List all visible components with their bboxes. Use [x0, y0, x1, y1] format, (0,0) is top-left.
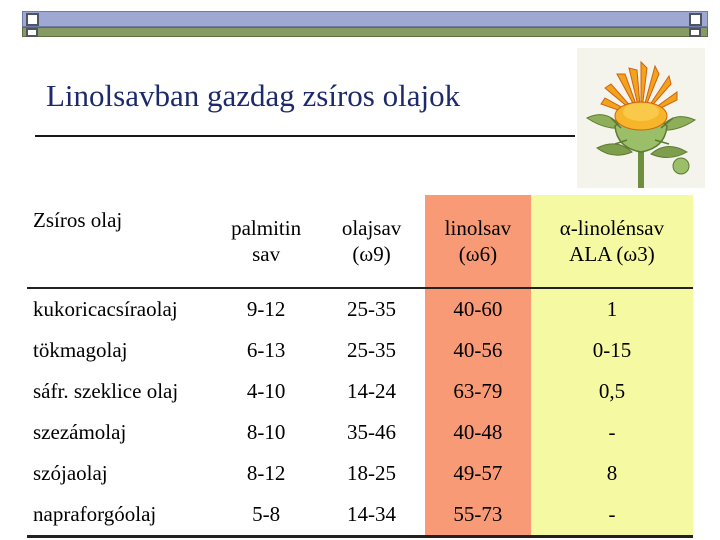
page-title: Linolsavban gazdag zsíros olajok [46, 78, 461, 113]
table-row [27, 412, 693, 453]
safflower-flower-image [577, 48, 705, 188]
cell-palmitin: 9-12 [246, 297, 286, 321]
cell-olajsav: 18-25 [347, 461, 397, 485]
cell-ala: 0-15 [531, 330, 693, 371]
cell-ala: 0,5 [531, 371, 693, 412]
header-ala-line2: ALA (ω3) [569, 242, 655, 266]
corner-square-icon [26, 13, 39, 26]
corner-square-icon [26, 28, 38, 37]
header-bar-bottom [22, 27, 708, 37]
cell-palmitin: 6-13 [246, 338, 286, 362]
header-oil: Zsíros olaj [27, 195, 214, 288]
header-linolsav [425, 195, 531, 288]
table-row [27, 453, 693, 494]
cell-olajsav: 35-46 [347, 420, 397, 444]
corner-square-icon [689, 13, 702, 26]
cell-linolsav: 40-56 [425, 330, 531, 371]
header-linolsav-line1: linolsav [444, 216, 512, 240]
title-divider [35, 135, 575, 137]
header-ala [531, 195, 693, 288]
header-palmitin-line2: sav [252, 242, 281, 266]
cell-oil: kukoricacsíraolaj [33, 297, 178, 321]
cell-palmitin: 5-8 [214, 494, 318, 537]
header-olajsav [318, 195, 425, 288]
header-palmitin-line1: palmitin [231, 216, 302, 240]
cell-linolsav: 40-48 [425, 412, 531, 453]
cell-palmitin: 8-12 [246, 461, 286, 485]
oil-composition-table [27, 195, 693, 538]
corner-square-icon [689, 28, 701, 37]
cell-ala: - [531, 494, 693, 537]
cell-oil: szezámolaj [33, 420, 127, 444]
cell-oil: napraforgóolaj [27, 494, 214, 537]
cell-olajsav: 14-24 [347, 379, 397, 403]
header-olajsav-line1: olajsav [341, 216, 402, 240]
cell-linolsav: 40-60 [425, 288, 531, 330]
cell-linolsav: 63-79 [425, 371, 531, 412]
table-row [27, 494, 693, 537]
cell-olajsav: 14-34 [318, 494, 425, 537]
table-row [27, 371, 693, 412]
header-linolsav-line2: (ω6) [458, 242, 498, 266]
table-header-row [27, 195, 693, 288]
table-row [27, 288, 693, 330]
header-bar-top [22, 11, 708, 27]
cell-oil: sáfr. szeklice olaj [33, 379, 179, 403]
cell-ala: 1 [531, 288, 693, 330]
cell-linolsav: 55-73 [425, 494, 531, 537]
cell-oil: tökmagolaj [33, 338, 128, 362]
header-palmitin [214, 195, 318, 288]
header-ala-line1: α-linolénsav [559, 216, 665, 240]
cell-olajsav: 25-35 [347, 338, 397, 362]
cell-palmitin: 4-10 [246, 379, 286, 403]
header-olajsav-line2: (ω9) [352, 242, 391, 266]
cell-ala: - [531, 412, 693, 453]
cell-linolsav: 49-57 [425, 453, 531, 494]
cell-oil: szójaolaj [33, 461, 108, 485]
cell-olajsav: 25-35 [347, 297, 397, 321]
cell-ala: 8 [531, 453, 693, 494]
table-row [27, 330, 693, 371]
cell-palmitin: 8-10 [246, 420, 286, 444]
